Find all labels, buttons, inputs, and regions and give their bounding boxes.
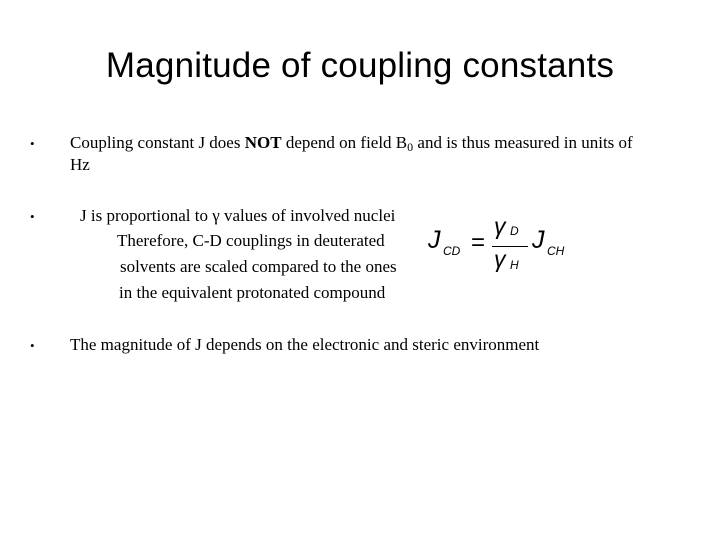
bullet-marker: • <box>30 209 35 224</box>
bullet-marker: • <box>30 136 35 151</box>
formula-rhs-sub: CH <box>547 244 565 258</box>
bullet-1-bold: NOT <box>244 133 282 152</box>
formula-numerator: γ <box>494 213 506 239</box>
formula-lhs-sub: CD <box>443 244 461 258</box>
formula-denominator-sub: H <box>510 258 519 272</box>
formula-numerator-sub: D <box>510 224 519 238</box>
slide-title: Magnitude of coupling constants <box>105 46 615 85</box>
bullet-2-line-1: J is proportional to γ values of involved nuclei <box>80 206 396 225</box>
formula-equals: = <box>471 229 486 256</box>
bullet-2-line-3: solvents are scaled compared to the ones <box>120 257 397 276</box>
formula-denominator: γ <box>494 246 506 272</box>
bullet-1-line-2: Hz <box>70 155 90 174</box>
bullet-2-line-2: Therefore, C-D couplings in deuterated <box>117 231 385 250</box>
formula-rhs: J <box>532 226 545 254</box>
bullet-1-text-c: and is thus measured in units of <box>413 133 633 152</box>
bullet-1-line-1 <box>70 131 633 154</box>
bullet-marker: • <box>30 338 35 353</box>
coupling-formula <box>428 213 578 275</box>
bullet-1-text-b: depend on field B <box>281 133 408 152</box>
formula-lhs: J <box>428 226 441 254</box>
bullet-1-text-a: Coupling constant J does <box>70 133 245 152</box>
bullet-1-subscript: 0 <box>407 140 414 154</box>
bullet-2-line-4: in the equivalent protonated compound <box>119 283 386 302</box>
bullet-3-line-1: The magnitude of J depends on the electronic and steric environment <box>70 335 540 354</box>
